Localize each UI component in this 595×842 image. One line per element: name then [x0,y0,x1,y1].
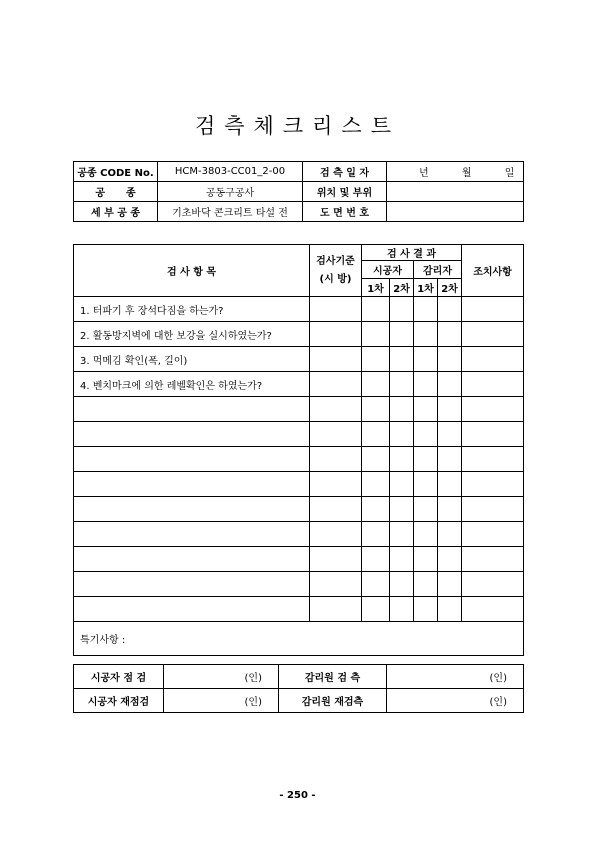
date-label: 검 측 일 자 [303,162,387,182]
info-table [73,161,524,222]
page-number: - 250 - [279,790,316,801]
criteria-cell[interactable] [310,397,362,422]
criteria-cell[interactable] [310,572,362,597]
table-row [74,422,524,447]
table-row [74,522,524,547]
action-cell[interactable] [462,597,524,622]
contractor-first-cell[interactable] [362,397,390,422]
supervisor-first-cell[interactable] [414,297,438,322]
checklist-rows [74,297,524,622]
check-item [74,422,310,447]
supervisor-first-cell[interactable] [414,547,438,572]
contractor-second-header: 2차 [390,279,414,297]
supervisor-first-header: 1차 [414,279,438,297]
supervisor-first-cell[interactable] [414,497,438,522]
criteria-header [310,245,362,297]
contractor-first-cell[interactable] [362,497,390,522]
contractor-first-cell[interactable] [362,522,390,547]
contractor-first-cell[interactable] [362,572,390,597]
criteria-header-line2: (시 방) [319,273,352,285]
criteria-cell[interactable] [310,547,362,572]
action-cell[interactable] [462,547,524,572]
supervisor-first-cell[interactable] [414,472,438,497]
action-cell[interactable] [462,497,524,522]
subtype-value: 기초바닥 콘크리트 타설 전 [158,202,303,222]
action-cell[interactable] [462,422,524,447]
contractor-second-cell[interactable] [390,422,414,447]
action-header: 조치사항 [462,245,524,297]
supervisor-second-cell[interactable] [438,372,462,397]
criteria-cell[interactable] [310,522,362,547]
contractor-second-cell[interactable] [390,297,414,322]
sign-table [73,664,524,713]
criteria-cell[interactable] [310,297,362,322]
check-item [74,547,310,572]
supervisor-header: 감리자 [414,261,462,279]
contractor-first-cell[interactable] [362,472,390,497]
supervisor-second-cell[interactable] [438,422,462,447]
action-cell[interactable] [462,472,524,497]
item-header: 검 사 항 목 [74,245,310,297]
supervisor-second-cell[interactable] [438,472,462,497]
contractor-second-cell[interactable] [390,522,414,547]
type-value: 공동구공사 [158,182,303,202]
criteria-cell[interactable] [310,322,362,347]
supervisor-check-label: 감리원 검 측 [279,665,387,689]
supervisor-second-cell[interactable] [438,597,462,622]
table-row [74,497,524,522]
check-item: 4. 벤치마크에 의한 레벨확인은 하였는가? [74,372,310,397]
contractor-second-cell[interactable] [390,597,414,622]
check-item [74,522,310,547]
check-item: 3. 먹메김 확인(폭, 길이) [74,347,310,372]
drawing-value[interactable] [387,202,524,222]
subtype-label: 세 부 공 종 [74,202,158,222]
location-value[interactable] [387,182,524,202]
contractor-second-cell[interactable] [390,397,414,422]
criteria-cell[interactable] [310,372,362,397]
supervisor-first-cell[interactable] [414,522,438,547]
contractor-first-cell[interactable] [362,597,390,622]
criteria-cell[interactable] [310,472,362,497]
table-row [74,372,524,397]
contractor-second-cell[interactable] [390,322,414,347]
drawing-label: 도 면 번 호 [303,202,387,222]
checklist-table [73,244,524,656]
supervisor-second-cell[interactable] [438,522,462,547]
action-cell[interactable] [462,322,524,347]
check-item: 2. 활동방지벽에 대한 보강을 실시하였는가? [74,322,310,347]
date-value [387,162,524,182]
date-year: 년 [419,168,429,179]
contractor-second-cell[interactable] [390,497,414,522]
check-item [74,397,310,422]
criteria-header-line1: 검사기준 [316,255,355,267]
notes-cell[interactable] [74,622,524,656]
date-day: 일 [504,168,515,179]
supervisor-second-cell[interactable] [438,497,462,522]
contractor-first-cell[interactable] [362,447,390,472]
supervisor-second-cell[interactable] [438,572,462,597]
supervisor-recheck-seal[interactable]: (인) [387,689,524,713]
table-row [74,447,524,472]
criteria-cell[interactable] [310,347,362,372]
contractor-second-cell[interactable] [390,472,414,497]
supervisor-first-cell[interactable] [414,397,438,422]
contractor-recheck-label: 시공자 재점검 [74,689,164,713]
contractor-first-cell[interactable] [362,422,390,447]
supervisor-second-cell[interactable] [438,547,462,572]
contractor-check-label: 시공자 점 검 [74,665,164,689]
notes-label: 특기사항 : [80,635,126,646]
action-cell[interactable] [462,447,524,472]
check-item [74,597,310,622]
supervisor-second-cell[interactable] [438,322,462,347]
code-value: HCM-3803-CC01_2-00 [158,162,303,182]
contractor-second-cell[interactable] [390,572,414,597]
date-month: 월 [461,168,472,179]
result-header: 검 사 결 과 [362,245,462,261]
criteria-cell[interactable] [310,422,362,447]
table-row [74,572,524,597]
supervisor-first-cell[interactable] [414,422,438,447]
contractor-first-cell[interactable] [362,322,390,347]
criteria-cell[interactable] [310,497,362,522]
action-cell[interactable] [462,347,524,372]
supervisor-first-cell[interactable] [414,372,438,397]
action-cell[interactable] [462,522,524,547]
check-item [74,472,310,497]
supervisor-check-seal[interactable]: (인) [387,665,524,689]
contractor-second-cell[interactable] [390,372,414,397]
supervisor-second-cell[interactable] [438,447,462,472]
table-row [74,547,524,572]
supervisor-recheck-label: 감리원 재검측 [279,689,387,713]
action-cell[interactable] [462,372,524,397]
check-item [74,572,310,597]
contractor-first-cell[interactable] [362,347,390,372]
supervisor-first-cell[interactable] [414,572,438,597]
action-cell[interactable] [462,297,524,322]
supervisor-second-cell[interactable] [438,347,462,372]
code-label: 공종 CODE No. [74,162,158,182]
contractor-recheck-seal[interactable]: (인) [164,689,279,713]
supervisor-second-header: 2차 [438,279,462,297]
supervisor-first-cell[interactable] [414,347,438,372]
contractor-second-cell[interactable] [390,547,414,572]
table-row [74,597,524,622]
contractor-first-cell[interactable] [362,372,390,397]
contractor-check-seal[interactable]: (인) [164,665,279,689]
supervisor-second-cell[interactable] [438,397,462,422]
action-cell[interactable] [462,572,524,597]
criteria-cell[interactable] [310,447,362,472]
type-label: 공 종 [74,182,158,202]
supervisor-first-cell[interactable] [414,597,438,622]
contractor-first-cell[interactable] [362,297,390,322]
page-title: 검측체크리스트 [194,114,400,138]
contractor-header: 시공자 [362,261,414,279]
table-row [74,397,524,422]
location-label: 위치 및 부위 [303,182,387,202]
table-row [74,472,524,497]
table-row [74,297,524,322]
contractor-second-cell[interactable] [390,347,414,372]
contractor-second-cell[interactable] [390,447,414,472]
supervisor-first-cell[interactable] [414,322,438,347]
table-row [74,322,524,347]
contractor-first-cell[interactable] [362,547,390,572]
action-cell[interactable] [462,397,524,422]
contractor-first-header: 1차 [362,279,390,297]
check-item: 1. 터파기 후 장석다짐을 하는가? [74,297,310,322]
criteria-cell[interactable] [310,597,362,622]
check-item [74,447,310,472]
supervisor-first-cell[interactable] [414,447,438,472]
table-row [74,347,524,372]
check-item [74,497,310,522]
supervisor-second-cell[interactable] [438,297,462,322]
